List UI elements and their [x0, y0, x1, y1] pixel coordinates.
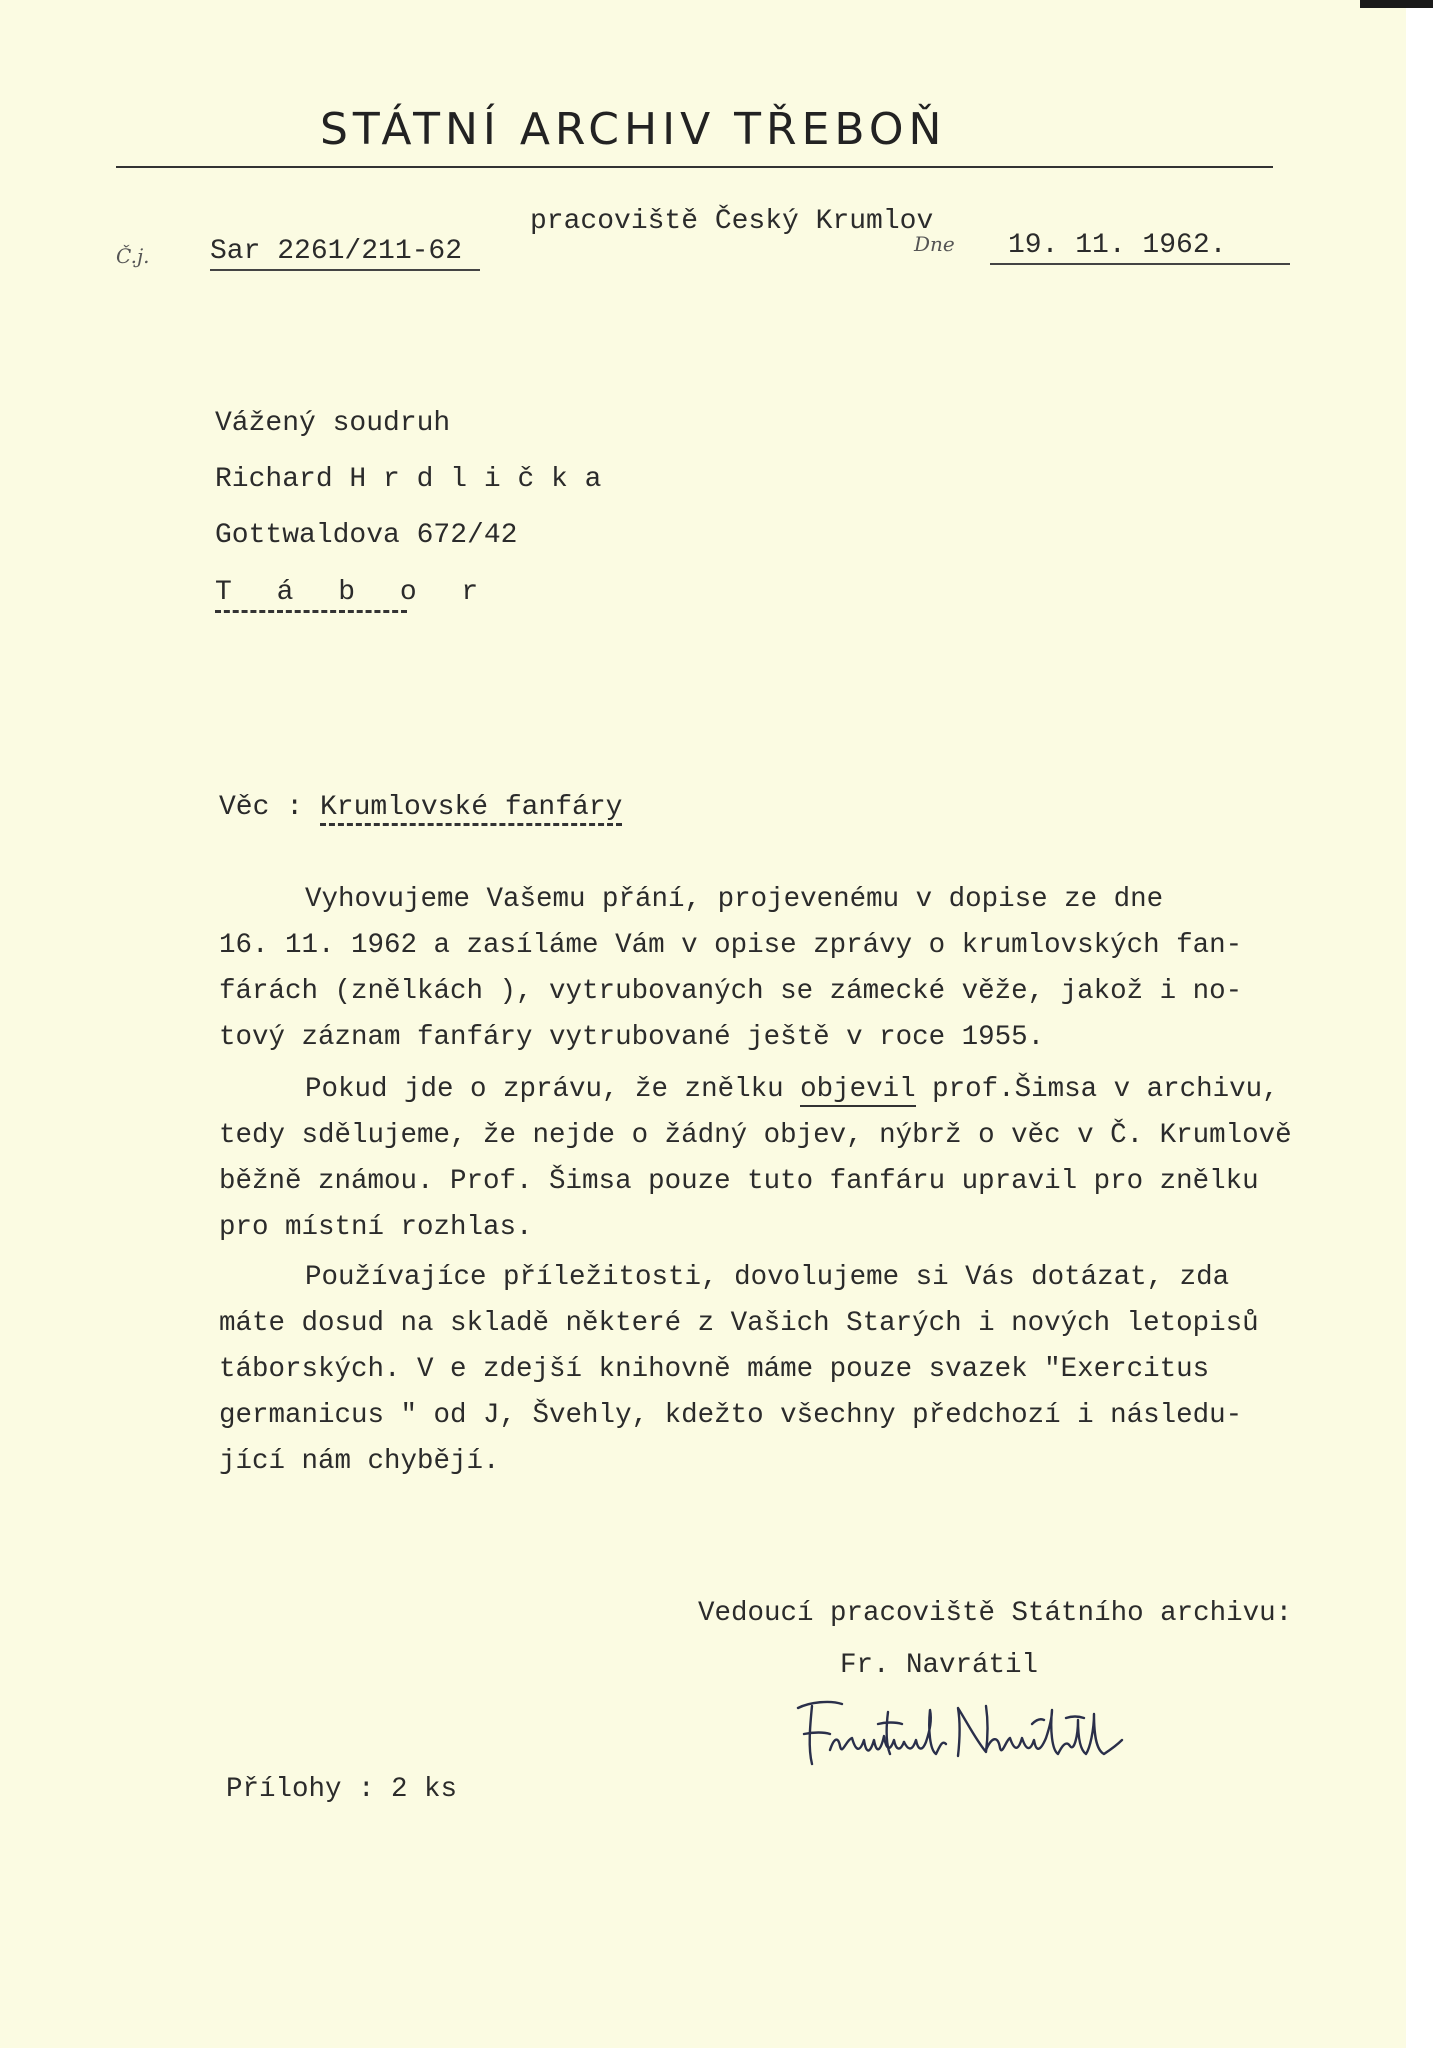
subject-text: Krumlovské fanfáry: [320, 792, 622, 826]
reference-number: Sar 2261/211-62: [210, 236, 480, 271]
letter-date: 19. 11. 1962.: [990, 230, 1290, 265]
body-line: tový záznam fanfáry vytrubované ještě v roce 1955.: [219, 1022, 1045, 1053]
body-line: běžně známou. Prof. Šimsa pouze tuto fanfáru upravil pro znělku: [219, 1166, 1259, 1197]
signatory-name: Fr. Navrátil: [840, 1650, 1039, 1681]
recipient-city: T á b o r: [215, 577, 493, 608]
letterhead-title: STÁTNÍ ARCHIV TŘEBOŇ: [320, 104, 947, 155]
body-line: fárách (znělkách ), vytrubovaných se zámecké věže, jakož i no-: [219, 976, 1243, 1007]
recipient-salutation: Vážený soudruh: [215, 408, 451, 439]
recipient-street: Gottwaldova 672/42: [215, 520, 518, 551]
body-text: prof.Šimsa v archivu,: [915, 1074, 1279, 1105]
body-line: Vyhovujeme Vašemu přání, projevenému v dopise ze dne: [305, 884, 1164, 915]
scan-edge-mark: [1360, 0, 1433, 8]
body-line: [305, 1074, 1279, 1105]
body-line: pro místní rozhlas.: [219, 1212, 533, 1243]
recipient-name: Richard H r d l i č k a: [215, 464, 602, 495]
subject-label: Věc :: [219, 792, 304, 823]
scan-margin: [1406, 0, 1433, 2048]
signatory-title: Vedoucí pracoviště Státního archivu:: [698, 1598, 1293, 1629]
date-label: Dne: [914, 232, 955, 256]
body-line: jící nám chybějí.: [219, 1446, 500, 1477]
body-line: táborských. V e zdejší knihovně máme pouze svazek "Exercitus: [219, 1354, 1210, 1385]
body-line: máte dosud na skladě některé z Vašich Starých i nových letopisů: [219, 1308, 1259, 1339]
attachments-line: Přílohy : 2 ks: [226, 1774, 458, 1805]
body-line: germanicus " od J, Švehly, kdežto všechny předchozí i následu-: [219, 1400, 1243, 1431]
reference-label: Č.j.: [116, 244, 150, 268]
body-line: tedy sdělujeme, že nejde o žádný objev, nýbrž o věc v Č. Krumlově: [219, 1120, 1292, 1151]
body-text: Pokud jde o zprávu, že znělku: [305, 1074, 801, 1105]
body-line: 16. 11. 1962 a zasíláme Vám v opise zprávy o krumlovských fan-: [219, 930, 1243, 961]
body-line: Používajíce příležitosti, dovolujeme si Vás dotázat, zda: [305, 1262, 1230, 1293]
workplace-line: pracoviště Český Krumlov: [530, 206, 934, 237]
handwritten-signature: [790, 1690, 1130, 1780]
underlined-word: objevil: [800, 1074, 916, 1105]
letterhead-rule: [116, 166, 1273, 168]
city-underline: [215, 610, 407, 613]
